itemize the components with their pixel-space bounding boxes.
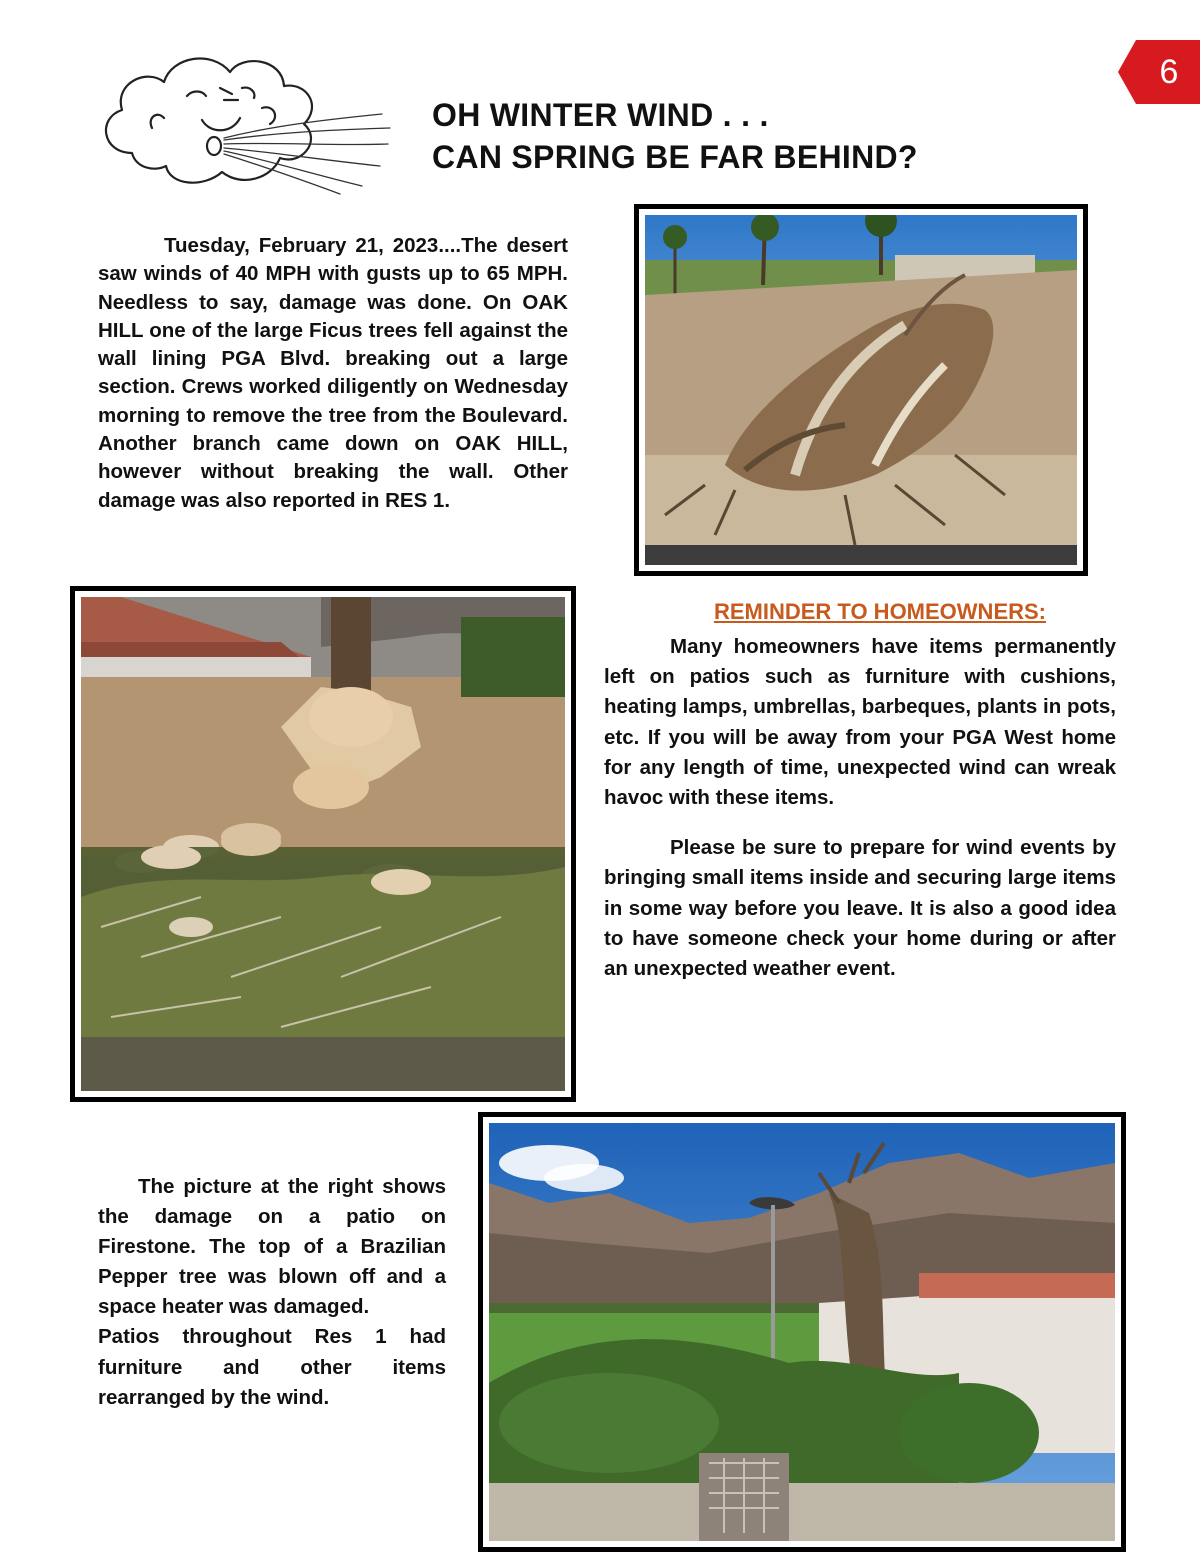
photo-uprooted-tree-frame (634, 204, 1088, 576)
reminder-heading: REMINDER TO HOMEOWNERS: (713, 599, 1047, 624)
photo-uprooted-tree (645, 215, 1077, 565)
photo-fallen-ficus-frame (70, 586, 576, 1102)
caption-paragraph-2: Patios throughout Res 1 had furniture and other items rearranged by the wind. (98, 1325, 446, 1409)
page-number: 6 (1159, 53, 1179, 91)
photo-fallen-ficus (81, 597, 565, 1091)
page-number-badge (1118, 40, 1200, 104)
patio-caption (98, 1172, 446, 1413)
reminder-paragraph-1: Many homeowners have items permanently left on patios such as furniture with cushions, heating lamps, umbrellas, barbeques, plants in pots, etc. If you will be away from your PGA West home for any length of time, unexpected wind can wreak havoc with these items. (604, 635, 1116, 810)
photo-patio-damage-frame (478, 1112, 1126, 1552)
title-line-1: OH WINTER WIND . . . (432, 97, 769, 133)
intro-article (98, 232, 568, 515)
page-title (432, 94, 1072, 178)
wind-cloud-icon (92, 48, 392, 198)
reminder-paragraph-2: Please be sure to prepare for wind events by bringing small items inside and securing large items in some way before you leave. It is also a good idea to have someone check your home during or after an unexpected weather event. (604, 836, 1116, 981)
caption-paragraph-1: The picture at the right shows the damage on a patio on Firestone. The top of a Brazilian Pepper tree was blown off and a space heater was damaged. (98, 1175, 446, 1319)
title-line-2: CAN SPRING BE FAR BEHIND? (432, 139, 918, 175)
photo-patio-damage (489, 1123, 1115, 1541)
intro-paragraph: Tuesday, February 21, 2023....The desert saw winds of 40 MPH with gusts up to 65 MPH. Needless to say, damage was done. On OAK HILL one of the large Ficus trees fell against the wall lining PGA Blvd. breaking out a large section. Crews worked diligently on Wednesday morning to remove the tree from the Boulevard. Another branch came down on OAK HILL, however without breaking the wall. Other damage was also reported in RES 1. (98, 234, 568, 512)
reminder-section (604, 598, 1116, 984)
